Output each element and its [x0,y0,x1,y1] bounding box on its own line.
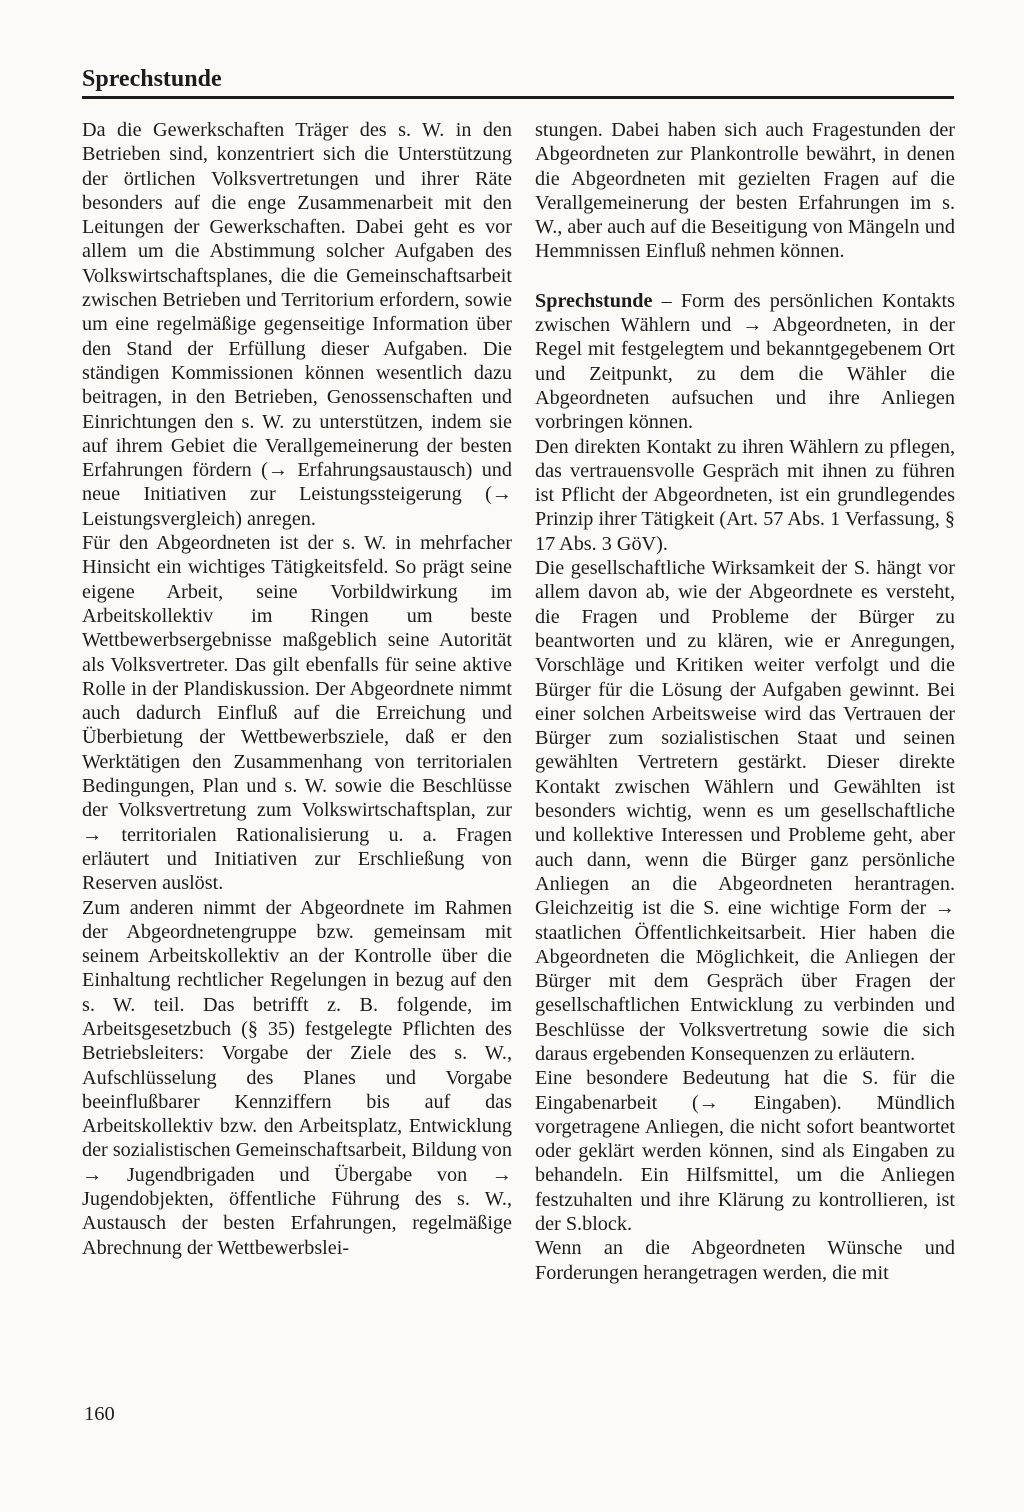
dictionary-entry [535,289,955,435]
paragraph: Wenn an die Abgeordneten Wünsche und Forderungen herangetragen werden, die mit [535,1237,955,1284]
running-header [82,64,954,99]
paragraph: Für den Abgeordneten ist der s. W. in mehrfacher Hinsicht ein wichtiges Tätigkeitsfeld. So prägt seine eigene Arbeit, seine Vorbildwirkung im Arbeitskollektiv im Ringen um beste Wettbewerbsergebnisse maßgeblich seine Autorität als Volksvertreter. Das gilt ebenfalls für seine aktive Rolle in der Plandiskussion. Der Abgeordnete nimmt auch dadurch Einfluß auf die Erreichung und Überbietung der Wettbewerbsziele, daß er den Werktätigen den Zusammenhang von territorialen Bedingungen, Plan und s. W. sowie die Beschlüsse der Volksvertretung zum Volkswirtschaftsplan, zur → territorialen Rationalisierung u. a. Fragen erläutert und Initiativen zur Erschließung von Reserven auslöst. [82,532,512,895]
paragraph-continuation: stungen. Dabei haben sich auch Fragestunden der Abgeordneten zur Plankontrolle bewährt, in denen die Abgeordneten mit gezielten Fragen auf die Verallgemeinerung der besten Erfahrungen im s. W., aber auch auf die Beseitigung von Mängeln und Hemmnissen Einfluß nehmen können. [535,119,955,263]
right-column [535,118,955,1285]
page-number: 160 [84,1403,115,1425]
entry-separator [535,264,955,289]
paragraph: Eine besondere Bedeutung hat die S. für die Eingabenarbeit (→ Eingaben). Mündlich vorgetragene Anliegen, die nicht sofort beantwortet oder geklärt werden können, sind als Eingaben zu behandeln. Ein Hilfsmittel, um die Anliegen festzuhalten und ihre Klärung zu kontrollieren, ist der S.block. [535,1067,955,1236]
left-column [82,118,512,1260]
paragraph: Die gesellschaftliche Wirksamkeit der S. hängt vor allem davon ab, wie der Abgeordnete es versteht, die Fragen und Probleme der Bürger zu beantworten und zu klären, wie er Anregungen, Vorschläge und Kritiken weiter verfolgt und die Bürger für die Lösung der Aufgaben gewinnt. Bei einer solchen Arbeitsweise wird das Vertrauen der Bürger zum sozialistischen Staat und seinen gewählten Vertretern gestärkt. Dieser direkte Kontakt zwischen Wählern und Gewählten ist besonders wichtig, wenn es um gesellschaftliche und kollektive Interessen und Probleme geht, aber auch dann, wenn die Bürger ganz persönliche Anliegen an die Abgeordneten herantragen. Gleichzeitig ist die S. eine wichtige Form der → staatlichen Öffentlichkeitsarbeit. Hier haben die Abgeordneten die Möglichkeit, die Anliegen der Bürger mit dem Gespräch über Fragen der gesellschaftlichen Entwicklung zu verbinden und Beschlüsse der Volksvertretung sowie die sich daraus ergebenden Konsequenzen zu erläutern. [535,557,955,1065]
page-title: Sprechstunde [82,66,222,92]
entry-definition: – Form des persönlichen Kontakts zwischen Wählern und → Abgeordneten, in der Regel mit festgelegtem und bekanntgegebenem Ort und Zeitpunkt, zu dem die Wähler die Abgeordneten aufsuchen und ihre Anliegen vorbringen können. [535,289,955,434]
paragraph: Den direkten Kontakt zu ihren Wählern zu pflegen, das vertrauensvolle Gespräch mit ihnen zu führen ist Pflicht der Abgeordneten, ist ein grundlegendes Prinzip ihrer Tätigkeit (Art. 57 Abs. 1 Verfassung, § 17 Abs. 3 GöV). [535,435,955,555]
entry-term: Sprechstunde [535,289,653,312]
paragraph: Zum anderen nimmt der Abgeordnete im Rahmen der Abgeordnetengruppe bzw. gemeinsam mit seinem Arbeitskollektiv an der Kontrolle über die Einhaltung rechtlicher Regelungen in bezug auf den s. W. teil. Das betrifft z. B. folgende, im Arbeitsgesetzbuch (§ 35) festgelegte Pflichten des Betriebsleiters: Vorgabe der Ziele des s. W., Aufschlüsselung des Planes und Vorgabe beeinflußbarer Kennziffern bis auf das Arbeitskollektiv bzw. den Arbeitsplatz, Entwicklung der sozialistischen Gemeinschaftsarbeit, Bildung von → Jugendbrigaden und Übergabe von → Jugendobjekten, öffentliche Führung des s. W., Austausch der besten Erfahrungen, regelmäßige Abrechnung der Wettbewerbslei- [82,896,512,1259]
paragraph: Da die Gewerkschaften Träger des s. W. in den Betrieben sind, konzentriert sich die Unterstützung der örtlichen Volksvertretungen und ihrer Räte besonders auf die enge Zusammenarbeit mit den Leitungen der Gewerkschaften. Dabei geht es vor allem um die Abstimmung solcher Aufgaben des Volkswirtschaftsplanes, die die Gemeinschaftsarbeit zwischen Betrieben und Territorium erfordern, sowie um eine regelmäßige gegenseitige Information über den Stand der Erfüllung dieser Aufgaben. Die ständigen Kommissionen können wesentlich dazu beitragen, in den Betrieben, Genossenschaften und Einrichtungen den s. W. zu unterstützen, indem sie auf ihrem Gebiet die Verallgemeinerung der besten Erfahrungen fördern (→ Erfahrungsaustausch) und neue Initiativen zur Leistungssteigerung (→ Leistungsvergleich) anregen. [82,119,512,530]
